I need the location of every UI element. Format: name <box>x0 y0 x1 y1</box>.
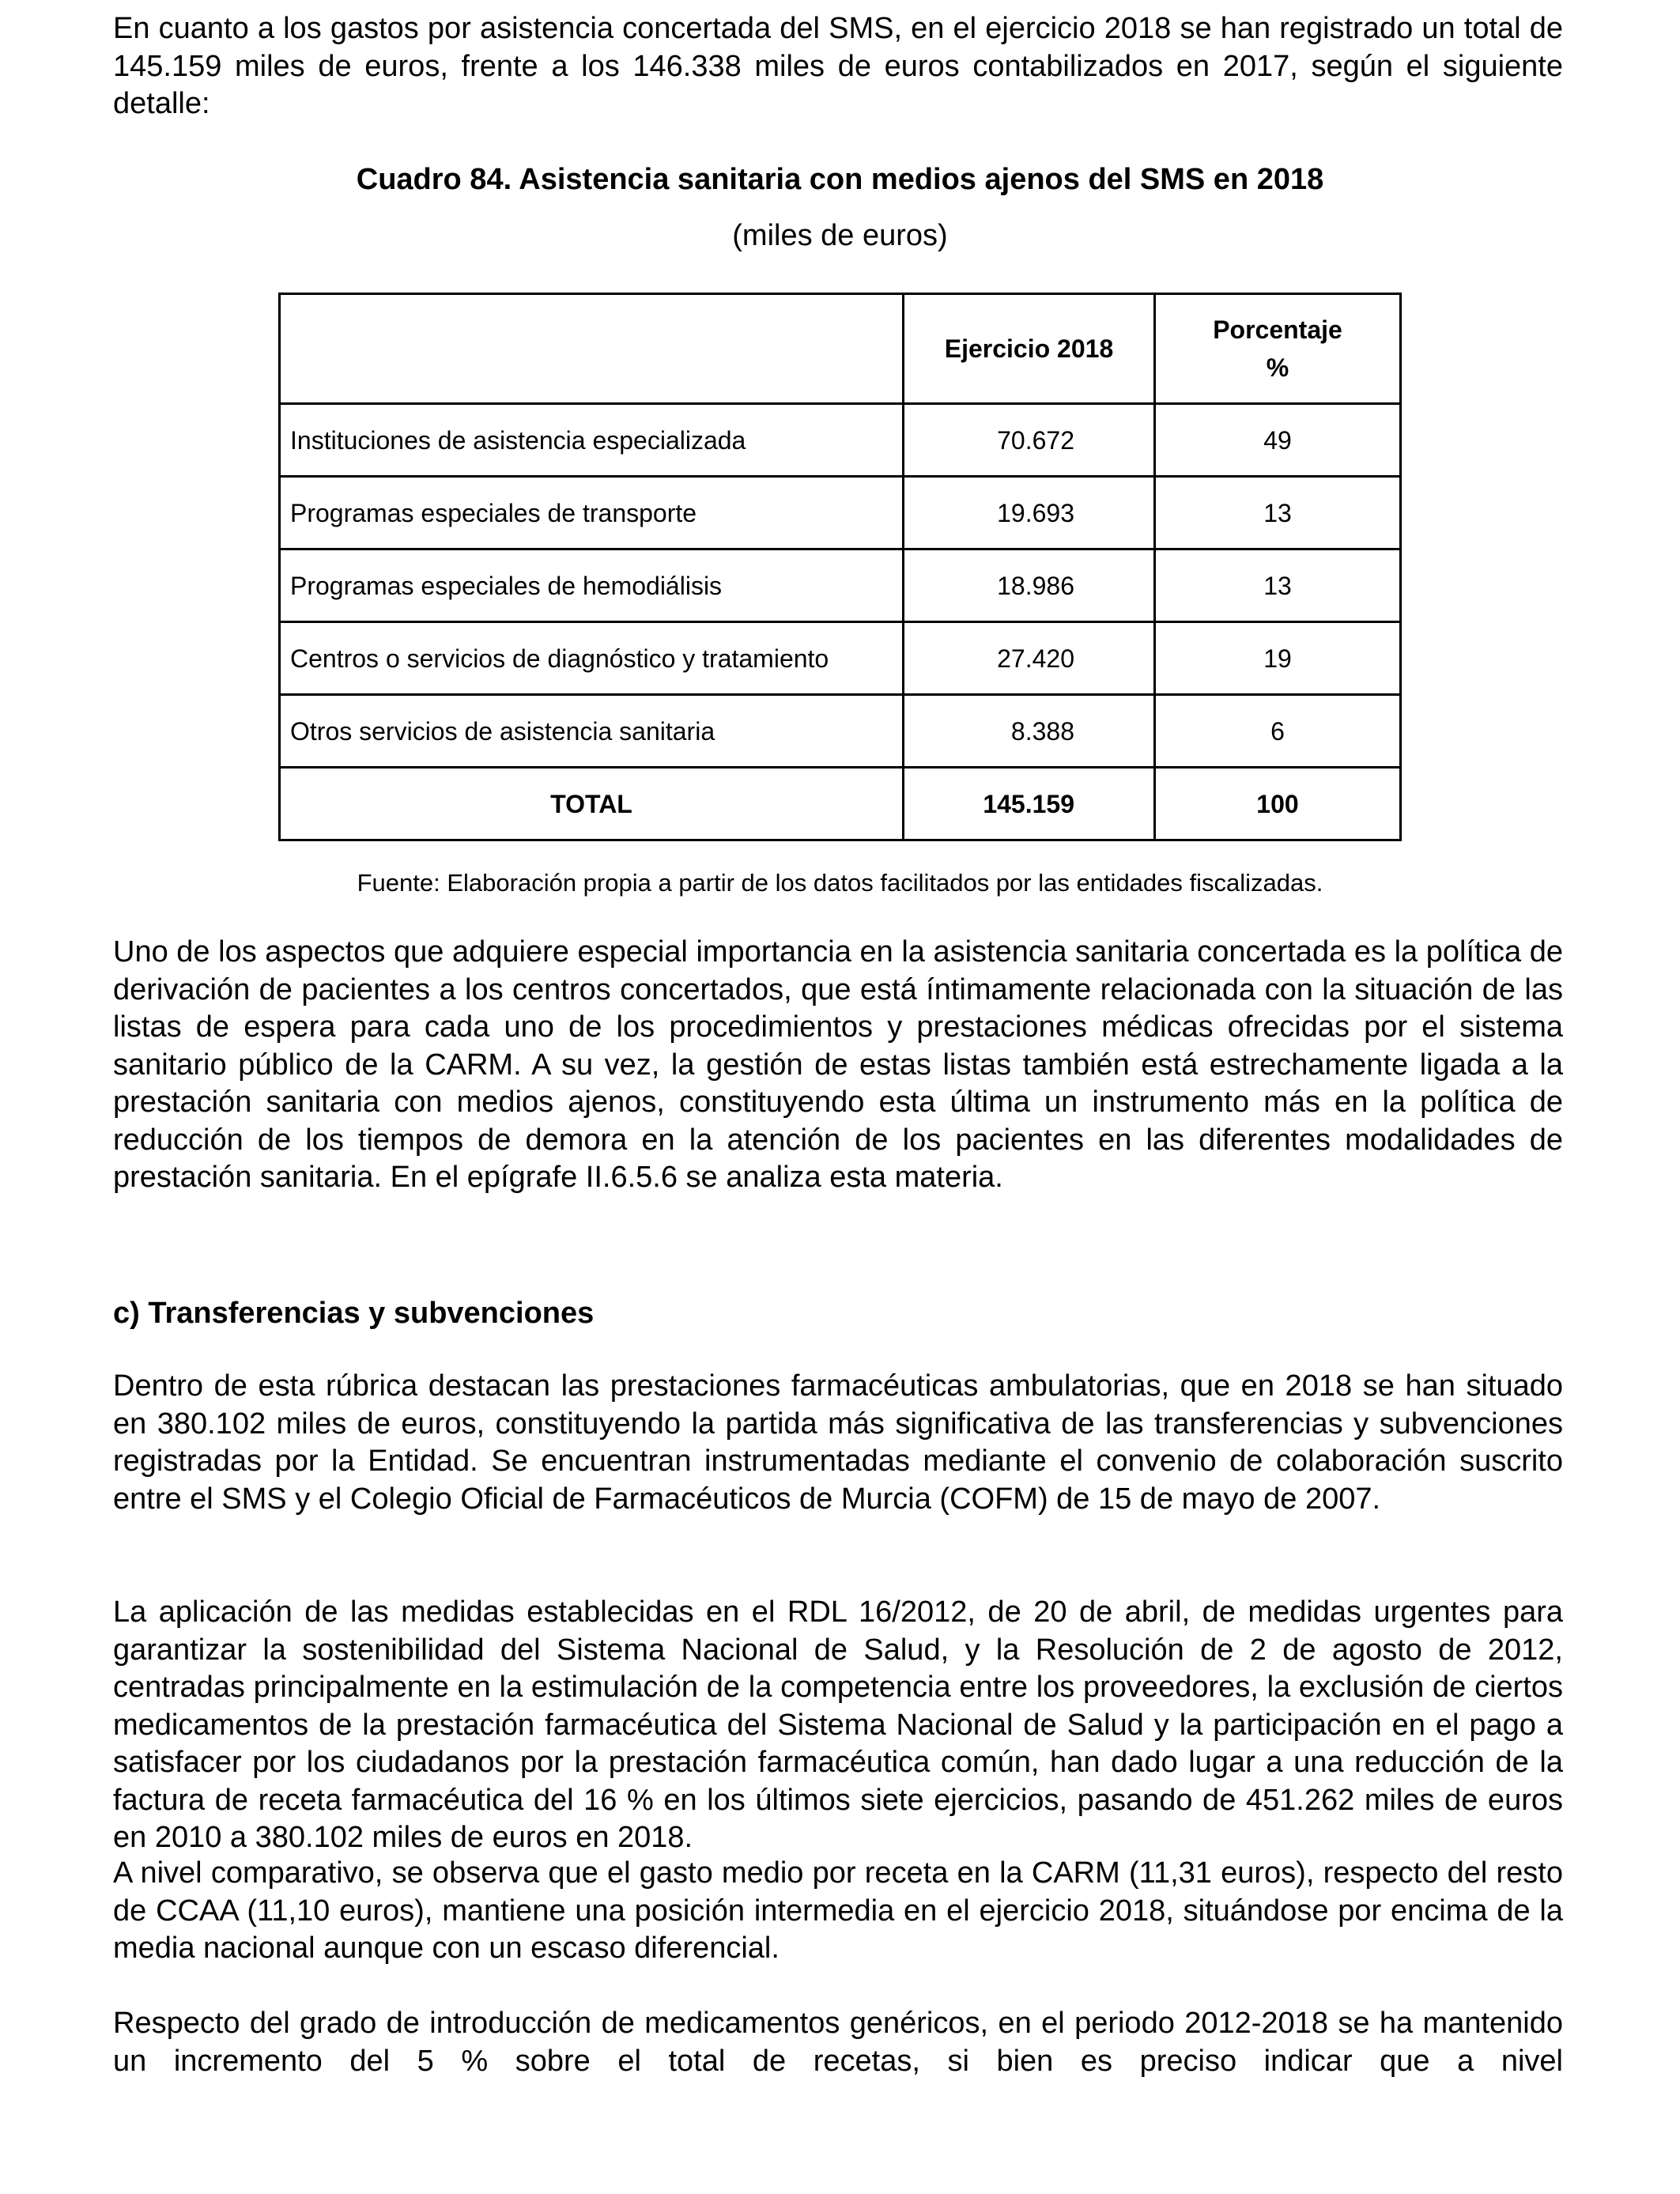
row-percentage: 49 <box>1155 404 1401 477</box>
header-porcentaje-unit: % <box>1266 353 1289 382</box>
row-concept: Programas especiales de hemodiálisis <box>280 549 904 622</box>
header-ejercicio: Ejercicio 2018 <box>904 294 1155 404</box>
genericos-paragraph: Respecto del grado de introducción de medicamentos genéricos, en el periodo 2012-2018 se ha mantenido un incremento del 5 % sobre el total de recetas, si bien es preciso indicar que a nivel <box>113 2007 1563 2078</box>
row-value: 19.693 <box>904 477 1155 549</box>
table-row <box>280 549 1401 622</box>
table-total-row <box>280 768 1401 840</box>
table-row <box>280 622 1401 695</box>
table-row <box>280 404 1401 477</box>
header-porcentaje <box>1155 294 1401 404</box>
row-percentage: 19 <box>1155 622 1401 695</box>
row-value: 18.986 <box>904 549 1155 622</box>
rubrica-paragraph: Dentro de esta rúbrica destacan las prestaciones farmacéuticas ambulatorias, que en 2018 se han situado en 380.102 miles de euros, constituyendo la partida más significativa de las transferencias y subvenciones registradas por la Entidad. Se encuentran instrumentadas mediante el convenio de colaboración suscrito entre el SMS y el Colegio Oficial de Farmacéuticos de Murcia (COFM) de 15 de mayo de 2007. <box>113 1369 1563 1516</box>
row-value: 70.672 <box>904 404 1155 477</box>
row-concept: Otros servicios de asistencia sanitaria <box>280 695 904 768</box>
comparativo-paragraph: A nivel comparativo, se observa que el gasto medio por receta en la CARM (11,31 euros), respecto del resto de CCAA (11,10 euros), mantiene una posición intermedia en el ejercicio 2018, situándose por encima de la media nacional aunque con un escaso diferencial. <box>113 1856 1563 1965</box>
table-header-row <box>280 294 1401 404</box>
row-percentage: 13 <box>1155 549 1401 622</box>
header-porcentaje-label: Porcentaje <box>1213 315 1342 344</box>
table-row <box>280 477 1401 549</box>
row-value: 8.388 <box>904 695 1155 768</box>
header-concept <box>280 294 904 404</box>
table-row <box>280 695 1401 768</box>
intro-paragraph: En cuanto a los gastos por asistencia concertada del SMS, en el ejercicio 2018 se han registrado un total de 145.159 miles de euros, frente a los 146.338 miles de euros contabilizados en 2017, según el siguiente detalle: <box>113 12 1563 120</box>
row-concept: Instituciones de asistencia especializada <box>280 404 904 477</box>
rdl-paragraph: La aplicación de las medidas establecidas en el RDL 16/2012, de 20 de abril, de medidas urgentes para garantizar la sostenibilidad del Sistema Nacional de Salud, y la Resolución de 2 de agosto de 2012, centradas principalmente en la estimulación de la competencia entre los proveedores, la exclusión de ciertos medicamentos de la prestación farmacéutica del Sistema Nacional de Salud y la participación en el pago a satisfacer por los ciudadanos por la prestación farmacéutica común, han dado lugar a una reducción de la factura de receta farmacéutica del 16 % en los últimos siete ejercicios, pasando de 451.262 miles de euros en 2010 a 380.102 miles de euros en 2018. <box>113 1595 1563 1854</box>
section-heading: c) Transferencias y subvenciones <box>113 1297 595 1330</box>
cuadro-84-table <box>278 293 1402 841</box>
row-percentage: 6 <box>1155 695 1401 768</box>
row-concept: Programas especiales de transporte <box>280 477 904 549</box>
row-percentage: 13 <box>1155 477 1401 549</box>
table-title: Cuadro 84. Asistencia sanitaria con medios ajenos del SMS en 2018 <box>356 163 1324 196</box>
row-value: 27.420 <box>904 622 1155 695</box>
total-label: TOTAL <box>280 768 904 840</box>
row-concept: Centros o servicios de diagnóstico y tratamiento <box>280 622 904 695</box>
total-percentage: 100 <box>1155 768 1401 840</box>
table-source-note: Fuente: Elaboración propia a partir de los datos facilitados por las entidades fiscalizadas. <box>357 869 1323 897</box>
total-value: 145.159 <box>904 768 1155 840</box>
derivacion-paragraph: Uno de los aspectos que adquiere especial importancia en la asistencia sanitaria concertada es la política de derivación de pacientes a los centros concertados, que está íntimamente relacionada con la situación de las listas de espera para cada uno de los procedimientos y prestaciones médicas ofrecidas por el sistema sanitario público de la CARM. A su vez, la gestión de estas listas también está estrechamente ligada a la prestación sanitaria con medios ajenos, constituyendo esta última un instrumento más en la política de reducción de los tiempos de demora en la atención de los pacientes en las diferentes modalidades de prestación sanitaria. En el epígrafe II.6.5.6 se analiza esta materia. <box>113 935 1563 1194</box>
table-subtitle: (miles de euros) <box>732 219 948 252</box>
